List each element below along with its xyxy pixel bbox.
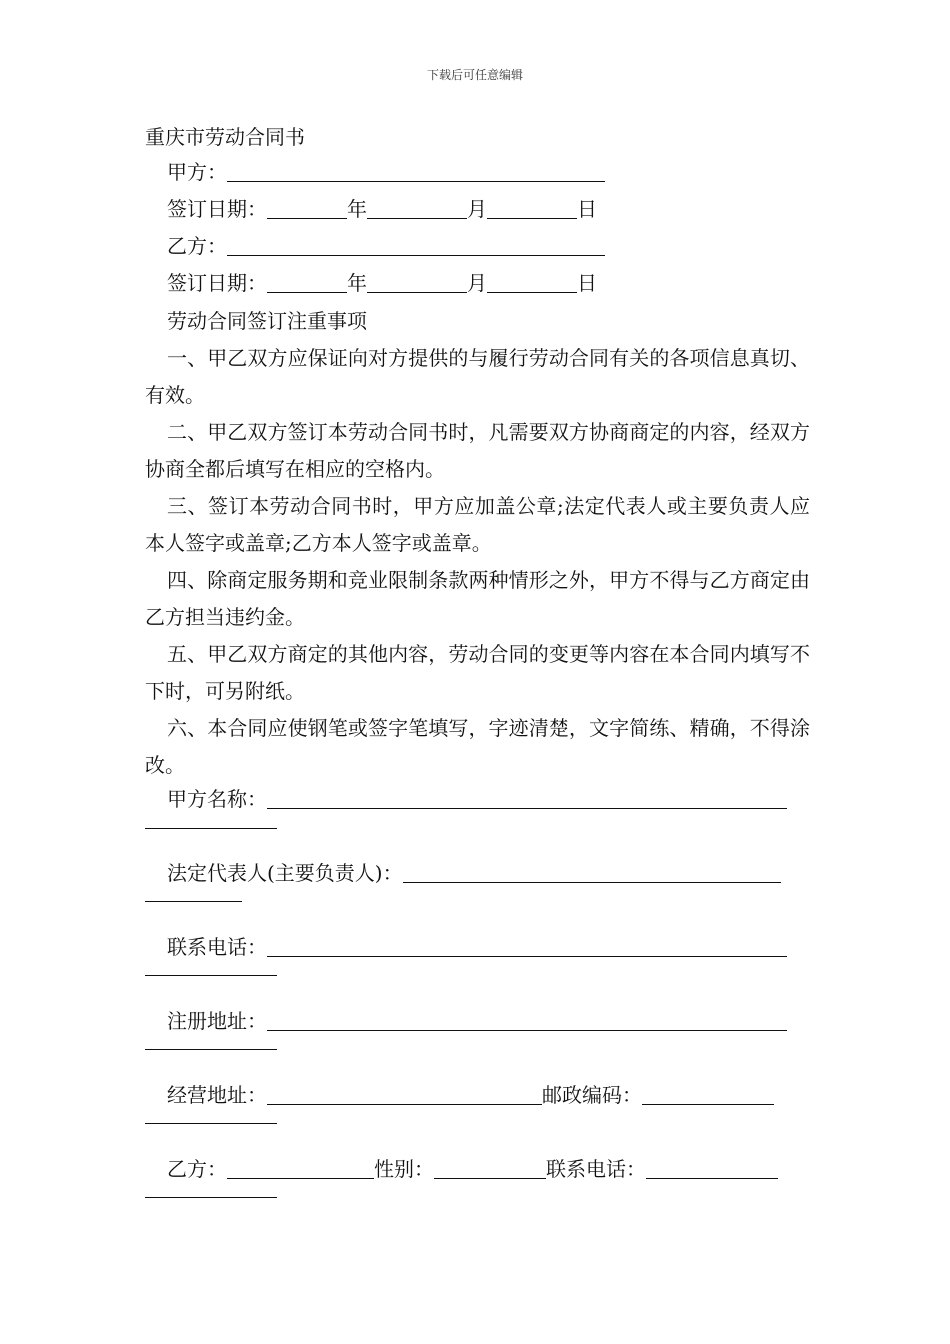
a-name-blank-continued[interactable]	[145, 827, 277, 829]
month-label: 月	[467, 271, 487, 295]
biz-addr-label: 经营地址：	[167, 1083, 267, 1107]
b-phone-blank[interactable]	[646, 1158, 778, 1179]
party-b-label: 乙方：	[167, 234, 227, 258]
note-1: 一、甲乙双方应保证向对方提供的与履行劳动合同有关的各项信息真切、有效。	[145, 346, 810, 407]
b-phone-blank-continued[interactable]	[145, 1196, 277, 1198]
party-a-blank[interactable]	[227, 161, 605, 182]
reg-addr-blank-continued[interactable]	[145, 1048, 277, 1050]
reg-addr-row	[167, 1009, 787, 1035]
day-label: 日	[577, 271, 597, 295]
reg-addr-blank[interactable]	[267, 1010, 787, 1031]
postcode-blank[interactable]	[642, 1084, 774, 1105]
month-label: 月	[467, 197, 487, 221]
party-b-info-row	[167, 1157, 778, 1183]
note-5: 五、甲乙双方商定的其他内容，劳动合同的变更等内容在本合同内填写不下时，可另附纸。	[145, 642, 810, 703]
a-name-blank[interactable]	[267, 788, 787, 809]
document-title: 重庆市劳动合同书	[145, 125, 305, 149]
note-4: 四、除商定服务期和竞业限制条款两种情形之外，甲方不得与乙方商定由乙方担当违约金。	[145, 568, 810, 629]
a-name-row	[167, 787, 787, 813]
month-blank[interactable]	[367, 272, 467, 293]
note-2: 二、甲乙双方签订本劳动合同书时，凡需要双方协商商定的内容，经双方协商全都后填写在相应的空格内。	[145, 420, 810, 481]
b-party-blank[interactable]	[227, 1158, 374, 1179]
year-label: 年	[347, 271, 367, 295]
notes-title: 劳动合同签订注重事项	[167, 309, 367, 333]
phone-blank-continued[interactable]	[145, 974, 277, 976]
reg-addr-label: 注册地址：	[167, 1009, 267, 1033]
legal-rep-row	[167, 861, 781, 887]
legal-rep-blank-continued[interactable]	[145, 900, 242, 902]
sign-date-row-a	[167, 197, 597, 223]
phone-row	[167, 935, 787, 961]
sign-date-row-b	[167, 271, 597, 297]
b-party-label: 乙方：	[167, 1157, 227, 1181]
phone-blank[interactable]	[267, 936, 787, 957]
year-blank[interactable]	[267, 272, 347, 293]
a-name-label: 甲方名称：	[167, 787, 267, 811]
party-a-label: 甲方：	[167, 160, 227, 184]
gender-blank[interactable]	[434, 1158, 546, 1179]
postcode-label: 邮政编码：	[542, 1083, 642, 1107]
sign-date-label: 签订日期：	[167, 197, 267, 221]
note-3: 三、签订本劳动合同书时，甲方应加盖公章;法定代表人或主要负责人应本人签字或盖章;乙方本人签字或盖章。	[145, 494, 810, 555]
day-blank[interactable]	[487, 272, 577, 293]
biz-addr-row	[167, 1083, 774, 1109]
postcode-blank-continued[interactable]	[145, 1122, 277, 1124]
day-label: 日	[577, 197, 597, 221]
sign-date-label: 签订日期：	[167, 271, 267, 295]
year-blank[interactable]	[267, 198, 347, 219]
phone-label: 联系电话：	[167, 935, 267, 959]
month-blank[interactable]	[367, 198, 467, 219]
gender-label: 性别：	[374, 1157, 434, 1181]
b-phone-label: 联系电话：	[546, 1157, 646, 1181]
party-b-row	[167, 234, 605, 260]
page-header-note: 下载后可任意编辑	[426, 68, 523, 82]
legal-rep-blank[interactable]	[403, 862, 781, 883]
legal-rep-label: 法定代表人(主要负责人)：	[167, 861, 403, 885]
party-a-row	[167, 160, 605, 186]
year-label: 年	[347, 197, 367, 221]
day-blank[interactable]	[487, 198, 577, 219]
biz-addr-blank[interactable]	[267, 1084, 542, 1105]
party-b-blank[interactable]	[227, 235, 605, 256]
note-6: 六、本合同应使钢笔或签字笔填写，字迹清楚，文字简练、精确，不得涂改。	[145, 716, 810, 777]
